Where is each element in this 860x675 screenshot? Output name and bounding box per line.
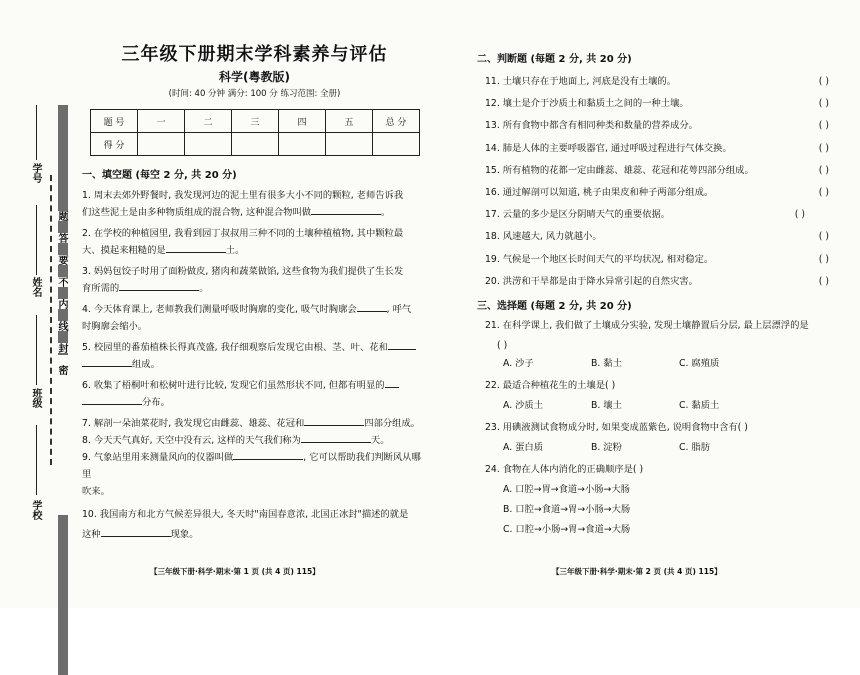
answer-paren[interactable]: ( ) <box>818 164 829 176</box>
question-text: 1. 周末去郊外野餐时, 我发现河边的泥土里有很多大小不同的颗粒, 老师告诉我 <box>82 190 404 201</box>
seal-char: 内 <box>56 299 67 309</box>
question-text: 时胸廓会缩小。 <box>82 321 148 332</box>
xuehao-line <box>36 105 37 160</box>
option-a[interactable]: A. 沙子 <box>503 357 534 369</box>
question-text: 6. 收集了梧桐叶和松树叶进行比较, 发现它们虽然形状不同, 但都有明显的 <box>82 380 385 391</box>
question-5 <box>82 339 427 373</box>
question-text: 2. 在学校的种植园里, 我看到园丁叔叔用三种不同的土壤种植植物, 其中颗粒最 <box>82 228 404 239</box>
question-9 <box>82 449 427 500</box>
answer-paren[interactable]: ( ) <box>818 120 829 132</box>
answer-blank[interactable] <box>166 242 226 253</box>
xuexiao-label: 学校 <box>30 500 41 520</box>
answer-blank[interactable] <box>101 526 171 537</box>
option-a[interactable]: A. 蛋白质 <box>503 441 543 453</box>
judgment-item <box>485 138 835 160</box>
question-6 <box>82 377 427 411</box>
question-text: 育所需的 <box>82 283 120 294</box>
score-input[interactable] <box>279 133 326 156</box>
score-cell: 五 <box>326 110 373 133</box>
score-cell: 总 分 <box>373 110 420 133</box>
question-23 <box>485 419 835 436</box>
right-column <box>477 50 835 540</box>
question-text: 12. 壤土是介于沙质土和黏质土之间的一种土壤。 <box>485 98 689 110</box>
answer-blank[interactable] <box>304 415 364 426</box>
xingming-line <box>36 205 37 275</box>
score-input[interactable] <box>232 133 279 156</box>
section3-heading: 三、选择题 (每题 2 分, 共 20 分) <box>477 300 632 312</box>
question-text: 11. 土壤只存在于地面上, 河底是没有土壤的。 <box>485 76 676 87</box>
answer-paren[interactable]: ( ) <box>818 98 829 110</box>
section2-heading: 二、判断题 (每题 2 分, 共 20 分) <box>477 54 632 65</box>
answer-blank[interactable] <box>82 356 132 367</box>
seal-char: 密 <box>56 365 67 375</box>
score-value-row <box>91 133 420 156</box>
question-text: 16. 通过解剖可以知道, 桃子由果皮和种子两部分组成。 <box>485 186 714 198</box>
question-text: 分布。 <box>142 397 170 408</box>
question-text: 20. 洪涝和干旱都是由于降水异常引起的自然灾害。 <box>485 275 698 287</box>
judgment-item <box>485 93 835 115</box>
question-text: 现象。 <box>170 529 199 540</box>
seal-char: 题 <box>56 211 67 221</box>
option-c[interactable]: C. 腐殖质 <box>679 357 720 369</box>
question-text: 天。 <box>370 435 390 446</box>
exam-info: (时间: 40 分钟 满分: 100 分 练习范围: 全册) <box>168 89 341 99</box>
question-text: 21. 在科学课上, 我们做了土壤成分实验, 发现土壤静置后分层, 最上层漂浮的是 <box>485 319 809 331</box>
question-22 <box>485 377 835 394</box>
question-text: 17. 云量的多少是区分阴晴天气的重要依据。 <box>485 209 671 221</box>
seal-char: 答 <box>56 233 67 243</box>
question-text: 吹来。 <box>82 486 110 497</box>
score-header-row <box>91 110 420 133</box>
question-text: 这种 <box>82 529 101 540</box>
xingming-label: 姓名 <box>30 277 41 297</box>
xuehao-label: 学号 <box>30 163 41 183</box>
binding-bar-bottom <box>58 515 68 675</box>
options-21 <box>485 354 835 373</box>
judgment-item <box>485 182 835 204</box>
question-text: 组成。 <box>132 359 160 370</box>
score-table <box>90 109 420 156</box>
option-b[interactable]: B. 黏土 <box>591 357 622 369</box>
banji-label: 班级 <box>30 388 41 408</box>
seal-dashed-line <box>50 175 52 465</box>
question-21 <box>485 317 835 354</box>
judgment-item <box>485 249 835 271</box>
question-text: 10. 我国南方和北方气候差异很大, 冬天时"南国春意浓, 北国正冰封"描述的就是 <box>82 509 409 520</box>
option-c[interactable]: C. 黏质土 <box>679 399 720 411</box>
answer-paren[interactable]: ( ) <box>794 209 805 221</box>
binding-bar-top <box>58 105 68 355</box>
question-text: 24. 食物在人体内消化的正确顺序是( ) <box>485 463 644 475</box>
option-b[interactable]: B. 淀粉 <box>591 441 622 453</box>
seal-char: 封 <box>56 343 67 353</box>
question-text: 。 <box>381 207 391 218</box>
left-column <box>82 40 427 543</box>
judgment-item <box>485 271 835 293</box>
answer-blank[interactable] <box>388 339 416 350</box>
answer-blank[interactable] <box>311 204 381 215</box>
question-text: , 呼气 <box>386 304 412 315</box>
question-text: 23. 用碘液测试食物成分时, 如果变成蓝紫色, 说明食物中含有( ) <box>485 421 748 433</box>
score-input[interactable] <box>138 133 185 156</box>
score-cell: 得 分 <box>91 133 138 156</box>
answer-blank[interactable] <box>385 377 399 388</box>
answer-blank[interactable] <box>301 432 371 443</box>
answer-paren[interactable]: ( ) <box>818 76 829 87</box>
question-text: 四部分组成。 <box>364 418 421 429</box>
options-24 <box>485 480 835 540</box>
judgment-item <box>485 160 835 182</box>
score-cell: 题 号 <box>91 110 138 133</box>
options-22 <box>485 396 835 415</box>
question-text: , 它可以帮助我们判断风从哪里 <box>82 452 421 480</box>
answer-paren[interactable]: ( ) <box>818 186 829 198</box>
exam-title: 三年级下册期末学科素养与评估 <box>121 44 388 65</box>
question-text: 8. 今天天气真好, 天空中没有云, 这样的天气我们称为 <box>82 435 301 446</box>
option-a[interactable]: A. 沙质土 <box>503 399 543 411</box>
section1-heading: 一、填空题 (每空 2 分, 共 20 分) <box>82 170 237 181</box>
seal-char: 不 <box>56 277 67 287</box>
options-23 <box>485 438 835 457</box>
judgment-item <box>485 226 835 248</box>
answer-paren[interactable]: ( ) <box>818 231 829 243</box>
question-3 <box>82 263 427 297</box>
footer-left: 【三年级下册·科学·期末·第 1 页 (共 4 页) 115】 <box>150 567 320 576</box>
option-c[interactable]: C. 脂肪 <box>679 441 710 453</box>
seal-char: 要 <box>56 255 67 265</box>
question-2 <box>82 225 427 259</box>
question-text: 4. 今天体育课上, 老师教我们测量呼吸时胸廓的变化, 吸气时胸廓会 <box>82 304 357 315</box>
answer-blank[interactable] <box>233 449 303 460</box>
option-a[interactable]: A. 口腔→胃→食道→小肠→大肠 <box>503 483 630 495</box>
option-c[interactable]: C. 口腔→小肠→胃→食道→大肠 <box>503 523 631 535</box>
exam-subtitle: 科学(粤教版) <box>219 70 290 84</box>
question-text: 22. 最适合种植花生的土壤是( ) <box>485 379 616 391</box>
score-cell: 四 <box>279 110 326 133</box>
question-text: 。 <box>199 283 209 294</box>
judgment-item <box>485 115 835 137</box>
question-text: 们这些泥土是由多种物质组成的混合物, 这种混合物叫做 <box>82 207 312 218</box>
question-text: 3. 妈妈包饺子时用了面粉做皮, 猪肉和蔬菜做馅, 这些食物为我们提供了生长发 <box>82 266 404 277</box>
option-b[interactable]: B. 口腔→食道→胃→小肠→大肠 <box>503 503 631 515</box>
score-cell: 三 <box>232 110 279 133</box>
question-text: 7. 解剖一朵油菜花时, 我发现它由雌蕊、雄蕊、花冠和 <box>82 418 305 429</box>
xuexiao-line <box>36 425 37 495</box>
option-b[interactable]: B. 壤土 <box>591 399 622 411</box>
answer-paren[interactable]: ( ) <box>497 339 508 351</box>
question-text: 5. 校园里的番茄植株长得真茂盛, 我仔细观察后发现它由根、茎、叶、花和 <box>82 342 388 353</box>
judgment-item <box>485 204 835 226</box>
score-input[interactable] <box>373 133 420 156</box>
question-text: 14. 肺是人体的主要呼吸器官, 通过呼吸过程进行气体交换。 <box>485 142 732 154</box>
judgment-item <box>485 71 835 93</box>
question-text: 18. 风速越大, 风力就越小。 <box>485 231 602 243</box>
judgment-list <box>485 71 835 293</box>
question-text: 大、摸起来粗糙的是 <box>82 245 166 256</box>
question-1 <box>82 187 427 221</box>
question-24 <box>485 461 835 478</box>
question-text: 土。 <box>225 245 245 256</box>
question-text: 13. 所有食物中都含有相同种类和数量的营养成分。 <box>485 120 698 132</box>
banji-line <box>36 315 37 385</box>
question-8 <box>82 432 427 449</box>
question-10 <box>82 506 427 543</box>
question-4 <box>82 301 427 335</box>
binding-strip <box>28 95 72 575</box>
answer-paren[interactable]: ( ) <box>818 275 829 287</box>
question-text: 9. 气象站里用来测量风向的仪器叫做 <box>82 452 234 463</box>
answer-blank[interactable] <box>357 301 387 312</box>
score-cell: 一 <box>138 110 185 133</box>
score-input[interactable] <box>326 133 373 156</box>
score-cell: 二 <box>185 110 232 133</box>
seal-char: 线 <box>56 321 67 331</box>
answer-blank[interactable] <box>119 280 199 291</box>
answer-paren[interactable]: ( ) <box>818 142 829 154</box>
question-text: 19. 气候是一个地区长时间天气的平均状况, 相对稳定。 <box>485 253 714 265</box>
score-input[interactable] <box>185 133 232 156</box>
answer-blank[interactable] <box>82 394 142 405</box>
question-text: 15. 所有植物的花都一定由雌蕊、雄蕊、花冠和花萼四部分组成。 <box>485 164 754 176</box>
question-7 <box>82 415 427 432</box>
footer-right: 【三年级下册·科学·期末·第 2 页 (共 4 页) 115】 <box>552 567 722 576</box>
answer-paren[interactable]: ( ) <box>818 253 829 265</box>
